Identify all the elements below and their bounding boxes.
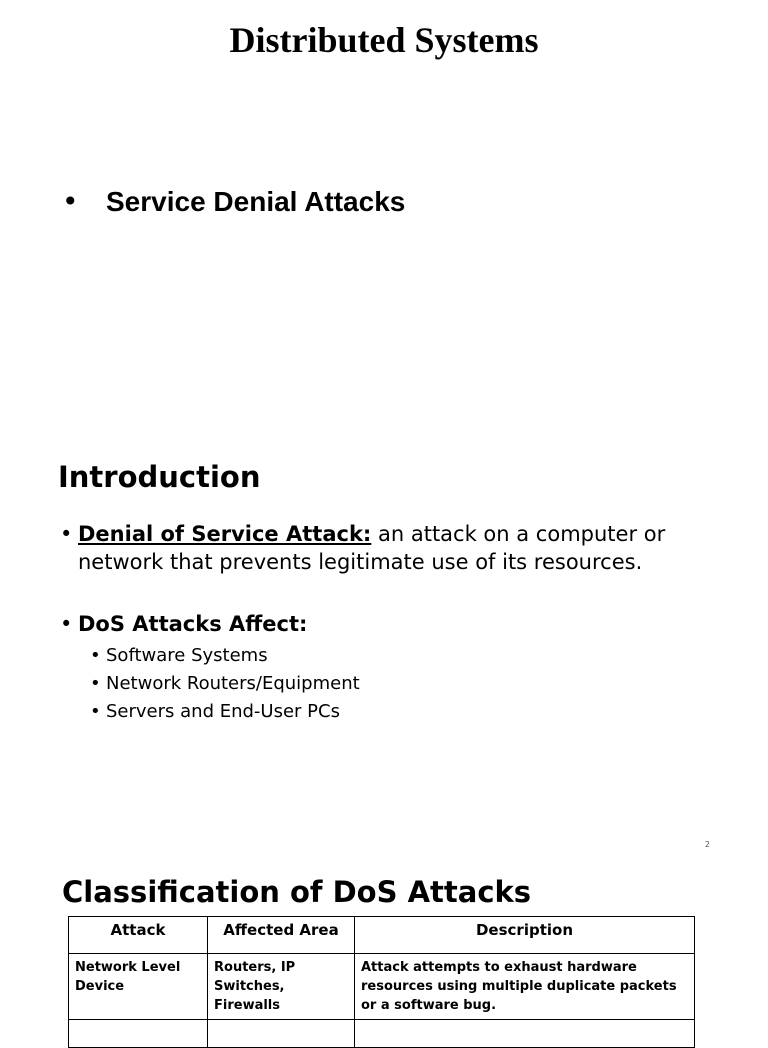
list-item-text: Network Routers/Equipment [106,673,360,694]
slide-introduction [0,440,768,860]
slide-heading: Classification of DoS Attacks [62,875,532,909]
slide-heading: Introduction [58,460,261,494]
bullet-dot-icon: • [60,522,73,546]
slide-title [0,0,768,400]
bullet-definition-text [78,520,720,576]
bullet-dot-icon: • [90,645,101,666]
column-header-description: Description [355,917,695,954]
affects-list [90,642,360,726]
bullet-dot-icon: • [90,701,101,722]
bullet-service-denial [62,184,405,220]
list-item-text: Software Systems [106,645,268,666]
bullet-text: Service Denial Attacks [106,186,406,217]
slide-classification [0,860,768,1024]
column-header-attack: Attack [69,917,208,954]
slide-title-heading: Distributed Systems [229,20,539,60]
definition-term: Denial of Service Attack: [78,522,372,546]
bullet-dot-icon: • [62,185,79,218]
definition-text: an attack on a computer or network that prevents legitimate use of its resources. [78,522,666,574]
bullet-dot-icon: • [60,612,73,636]
classification-table [68,916,695,1048]
table-header-row [69,917,695,954]
column-header-affected-area: Affected Area [208,917,355,954]
bullet-affects [60,610,720,638]
cell-description: Attack attempts to exhaust hardware resources using multiple duplicate packets or a software bug. [355,954,695,1020]
list-item [90,698,360,726]
page-number: 2 [704,840,710,849]
bullet-dot-icon: • [90,673,101,694]
table-row [69,954,695,1020]
list-item-text: Servers and End-User PCs [106,701,340,722]
bullet-definition [60,520,720,576]
list-item [90,670,360,698]
list-item [90,642,360,670]
affects-heading: DoS Attacks Affect: [78,612,308,636]
cell-affected-area: Routers, IP Switches, Firewalls [208,954,355,1020]
cell-attack: Network Level Device [69,954,208,1020]
